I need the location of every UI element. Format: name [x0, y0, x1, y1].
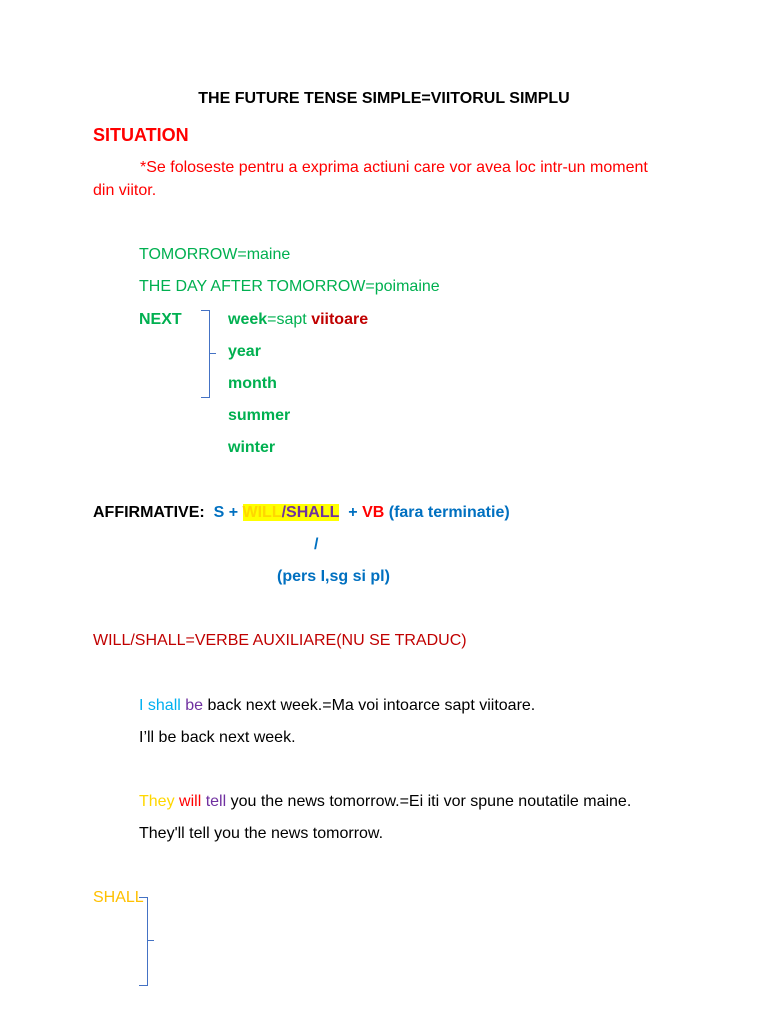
affirmative-label: AFFIRMATIVE: [93, 504, 205, 521]
formula-will-shall [243, 504, 340, 521]
vocab-summer: summer [228, 407, 291, 424]
example-1 [139, 697, 535, 715]
shall-bracket [139, 897, 148, 986]
example-2-contraction: They'll tell you the news tomorrow. [139, 825, 384, 842]
example-1-aux: shall [147, 697, 181, 714]
vocab-month: month [228, 375, 277, 392]
formula-subject: S + [213, 504, 239, 521]
vocab-year: year [228, 343, 261, 360]
vocab-day-after-tomorrow: THE DAY AFTER TOMORROW=poimaine [139, 278, 440, 295]
example-2-verb: tell [205, 793, 227, 810]
example-2-rest: you the news tomorrow.=Ei iti vor spune noutatile maine. [230, 793, 632, 810]
vocab-tomorrow: TOMORROW=maine [139, 246, 291, 263]
vocab-week-translation: =sapt [267, 311, 307, 328]
page-title: THE FUTURE TENSE SIMPLE=VIITORUL SIMPLU [198, 90, 570, 107]
vocab-viitoare: viitoare [311, 311, 369, 328]
example-2-aux: will [179, 793, 202, 810]
next-bracket-tick [209, 353, 216, 354]
situation-text-line1: *Se foloseste pentru a exprima actiuni care vor avea loc intr-un moment [140, 159, 648, 176]
situation-text-line2: din viitor. [93, 182, 157, 199]
formula-fara-terminatie: (fara terminatie) [388, 504, 510, 521]
auxiliary-note: WILL/SHALL=VERBE AUXILIARE(NU SE TRADUC) [93, 632, 467, 649]
vocab-week-line [228, 311, 368, 329]
formula-vb: VB [362, 504, 385, 521]
shall-label: SHALL [93, 889, 144, 906]
vocab-next: NEXT [139, 311, 182, 328]
formula-slash: / [314, 536, 319, 553]
next-bracket [201, 310, 210, 398]
formula-persons-note: (pers I,sg si pl) [277, 568, 390, 585]
vocab-winter: winter [228, 439, 276, 456]
formula-plus: + [348, 504, 358, 521]
example-1-verb: be [185, 697, 204, 714]
example-1-subject: I [139, 697, 144, 714]
shall-bracket-tick [147, 940, 154, 941]
affirmative-formula [93, 504, 510, 522]
example-2 [139, 793, 631, 811]
example-1-rest: back next week.=Ma voi intoarce sapt viitoare. [207, 697, 536, 714]
formula-will: WILL [242, 504, 282, 521]
situation-heading: SITUATION [93, 125, 189, 145]
example-1-contraction: I’ll be back next week. [139, 729, 296, 746]
vocab-week: week [228, 311, 268, 328]
example-2-subject: They [139, 793, 175, 810]
formula-shall: /SHALL [281, 504, 340, 521]
